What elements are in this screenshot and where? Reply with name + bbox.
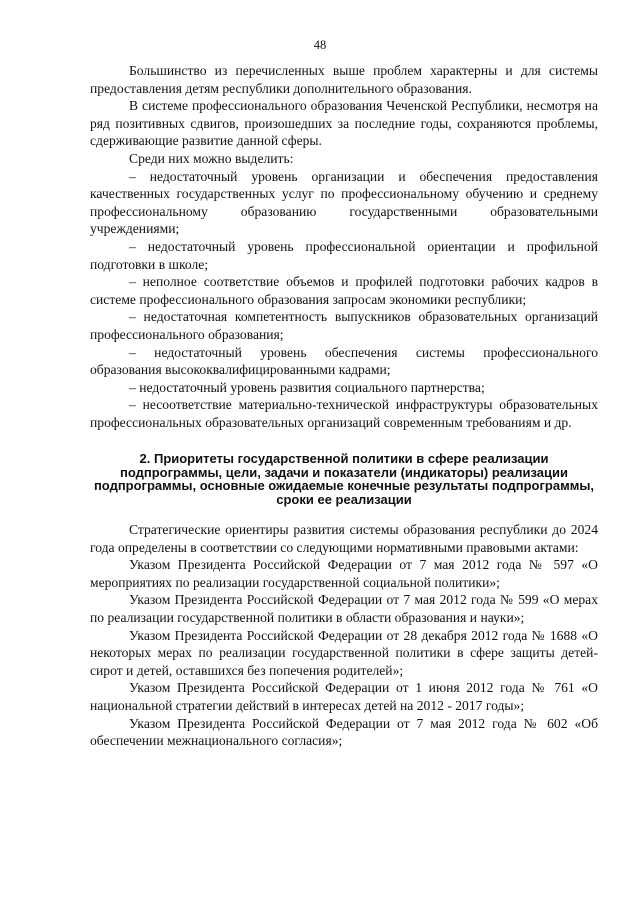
document-body xyxy=(90,62,598,750)
list-item: – недостаточный уровень развития социального партнерства; xyxy=(129,379,485,395)
list-item: – несоответствие материально-технической инфраструктуры образовательных профессиональных образовательных организаций современным требованиям и др. xyxy=(90,397,598,430)
list-item: – недостаточный уровень профессиональной ориентации и профильной подготовки в школе; xyxy=(90,238,598,272)
list-item: – неполное соответствие объемов и профилей подготовки рабочих кадров в системе профессионального образования запросам экономики республики; xyxy=(90,274,598,307)
paragraph: Указом Президента Российской Федерации от 7 мая 2012 года № 602 «Об обеспечении межнационального согласия»; xyxy=(90,715,598,749)
paragraph: Большинство из перечисленных выше проблем характерны и для системы предоставления детям республики дополнительного образования. xyxy=(90,63,598,96)
paragraph: В системе профессионального образования Чеченской Республики, несмотря на ряд позитивных сдвигов, произошедших за последние годы, сохраняются проблемы, сдерживающие развитие данной сферы. xyxy=(90,98,598,149)
paragraph: Указом Президента Российской Федерации от 7 мая 2012 года № 599 «О мерах по реализации государственной политики в области образования и науки»; xyxy=(90,592,598,626)
paragraph: Указом Президента Российской Федерации от 28 декабря 2012 года № 1688 «О некоторых мерах по реализации государственной политики в сфере защиты детей-сирот и детей, оставшихся без попечения родителей»; xyxy=(90,627,598,678)
list-item: – недостаточная компетентность выпускников образовательных организаций профессионального образования; xyxy=(90,309,598,342)
paragraph: Указом Президента Российской Федерации от 1 июня 2012 года № 761 «О национальной стратегии действий в интересах детей на 2012 - 2017 годы»; xyxy=(90,680,598,714)
paragraph: Среди них можно выделить: xyxy=(129,150,294,166)
section-heading: 2. Приоритеты государственной политики в сфере реализации подпрограммы, цели, задачи и показатели (индикаторы) реализации подпрограммы, основные ожидаемые конечные результаты подпрограммы, сроки ее реализации xyxy=(93,451,595,507)
paragraph: Стратегические ориентиры развития системы образования республики до 2024 года определены в соответствии со следующими нормативными правовыми актами: xyxy=(90,522,598,555)
list-item: – недостаточный уровень организации и обеспечения предоставления качественных государственных услуг по профессиональному обучению и среднему профессиональному образованию государственными образовательными учреждениями; xyxy=(90,168,598,237)
paragraph: Указом Президента Российской Федерации от 7 мая 2012 года № 597 «О мероприятиях по реализации государственной социальной политики»; xyxy=(90,557,598,590)
page-number: 48 xyxy=(313,38,327,52)
list-item: – недостаточный уровень обеспечения системы профессионального образования высококвалифицированными кадрами; xyxy=(90,344,598,378)
